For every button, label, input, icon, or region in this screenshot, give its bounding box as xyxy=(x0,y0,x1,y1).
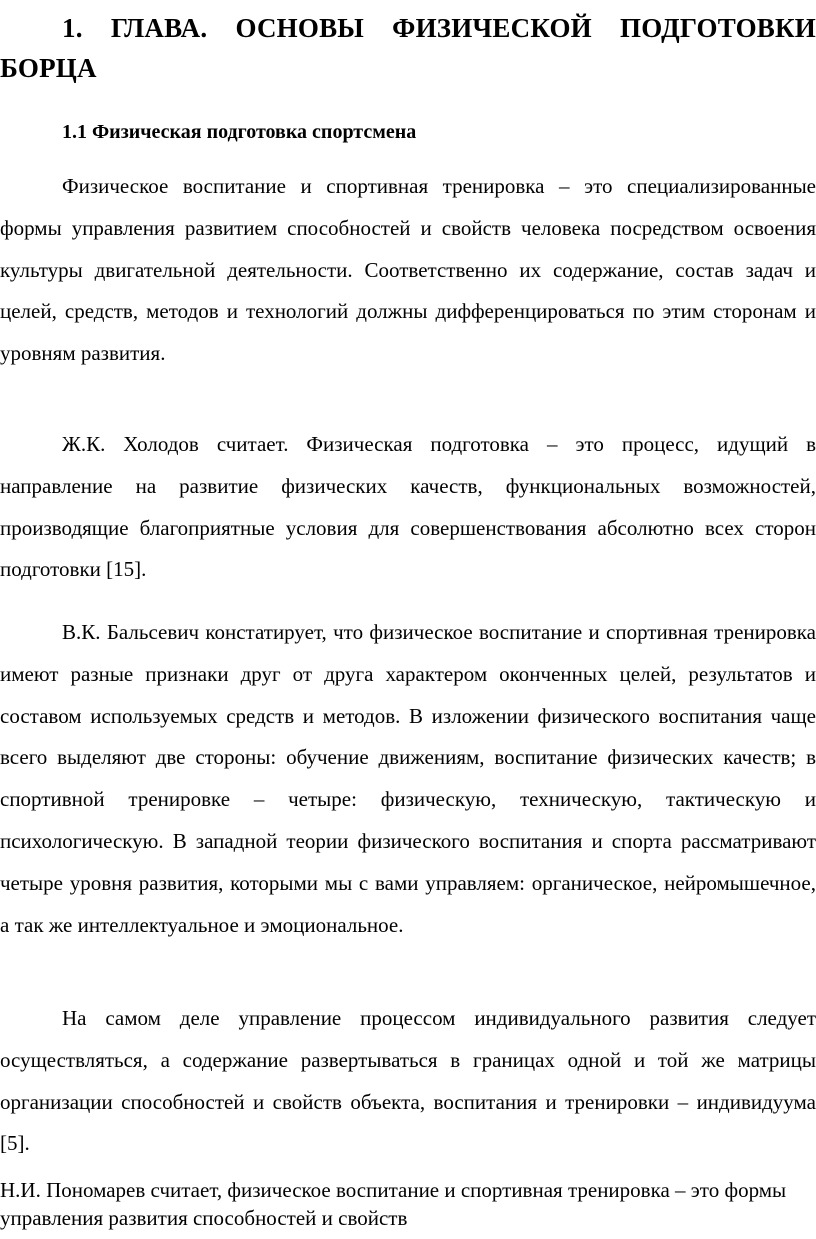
chapter-title: 1. ГЛАВА. ОСНОВЫ ФИЗИЧЕСКОЙ ПОДГОТОВКИ БОРЦА xyxy=(0,13,816,83)
paragraph-2: Ж.К. Холодов считает. Физическая подготовка – это процесс, идущий в направление на развитие физических качеств, функциональных возможностей, производящие благоприятные условия для совершенствования абсолютно всех сторон подготовки [15]. xyxy=(0,432,816,582)
section-title: 1.1 Физическая подготовка спортсмена xyxy=(62,121,417,143)
paragraph-3: В.К. Бальсевич констатирует, что физическое воспитание и спортивная тренировка имеют разные признаки друг от друга характером оконченных целей, результатов и составом используемых средств и методов. В изложении физического воспитания чаще всего выделяют две стороны: обучение движениям, воспитание физических качеств; в спортивной тренировке – четыре: физическую, техническую, тактическую и психологическую. В западной теории физического воспитания и спорта рассматривают четыре уровня развития, которыми мы с вами управляем: органическое, нейромышечное, а так же интеллектуальное и эмоциональное. xyxy=(0,620,816,937)
paragraph-1: Физическое воспитание и спортивная тренировка – это специализированные формы управления развитием способностей и свойств человека посредством освоения культуры двигательной деятельности. Соответственно их содержание, состав задач и целей, средств, методов и технологий должны дифференцироваться по этим сторонам и уровням развития. xyxy=(0,174,816,366)
paragraph-5: Н.И. Пономарев считает, физическое воспитание и спортивная тренировка – это формы управления развития способностей и свойств xyxy=(0,1178,787,1230)
paragraph-4: На самом деле управление процессом индивидуального развития следует осуществляться, а содержание развертываться в границах одной и той же матрицы организации способностей и свойств объекта, воспитания и тренировки – индивидуума [5]. xyxy=(0,1006,816,1156)
